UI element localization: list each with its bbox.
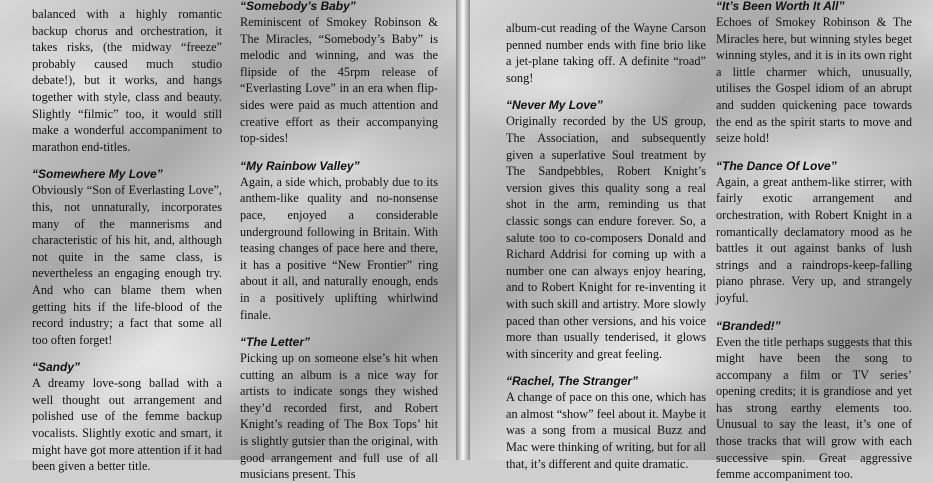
song-title-somewhere-my-love: “Somewhere My Love”	[32, 167, 163, 182]
song-review-my-rainbow-valley: Again, a side which, probably due to its anthem-like quality and no-nonsense pace, enjoyed a considerable underground following in Britain. With teasing changes of pace here and there, it has a positive “New Frontier” ring about it all, and naturally enough, ends in a positively uplifting whirlwind finale.	[240, 174, 438, 322]
song-review-sandy: A dreamy love-song ballad with a well thought out arrangement and polished use of the femme backup vocalists. Slightly exotic and smart, it might have got more attention if it had been given a better title.	[32, 376, 222, 474]
right-column	[716, 0, 912, 483]
song-title-rachel-the-stranger: “Rachel, The Stranger”	[506, 374, 639, 389]
song-title-its-been-worth-it-all: “It’s Been Worth It All”	[716, 0, 845, 13]
song-title-sandy: “Sandy”	[32, 360, 81, 375]
continued-paragraph: album-cut reading of the Wayne Carson penned number ends with fine brio like a jet-plane taking off. A definite “road” song!	[506, 21, 706, 85]
song-review-the-dance-of-love: Again, a great anthem-like stirrer, with fairly exotic arrangement and orchestration, with Robert Knight in a romantically declamatory mood as he battles it out against banks of lush strings and a raindrops-keep-falling piano phrase. Very up, and strangely joyful.	[716, 174, 912, 305]
song-title-the-dance-of-love: “The Dance Of Love”	[716, 158, 837, 173]
song-review-its-been-worth-it-all: Echoes of Smokey Robinson & The Miracles here, but winning styles beget winning styles, and it is in its own right a little charmer which, unusually, utilises the Gospel idiom of an abrupt and sudden quickening pace towards the end as the spirit starts to move and seize hold!	[716, 15, 912, 146]
song-review-rachel-the-stranger: A change of pace on this one, which has an almost “show” feel about it. Maybe it was a song from a musical Buzz and Mac were thinking of writing, but for all that, it’s different and quite dramatic.	[506, 390, 706, 471]
song-review-the-letter: Picking up on someone else’s hit when cutting an album is a nice way for artists to indicate songs they wished they’d recorded first, and Robert Knight’s reading of The Box Tops’ hit is slightly gutsier than the original, with good arrangement and full use of all musicians present. This	[240, 351, 438, 482]
left-column-right-page	[506, 20, 706, 472]
book-gutter	[456, 0, 470, 460]
left-column	[32, 6, 222, 475]
right-column-left-page	[240, 0, 438, 483]
song-review-somebodys-baby: Reminiscent of Smokey Robinson & The Miracles, “Somebody’s Baby” is melodic and winning, and was the flipside of the 45rpm release of “Everlasting Love” in an era when flip-sides were paid as much attention and creative effort as their accompanying top-sides!	[240, 15, 438, 146]
song-title-my-rainbow-valley: “My Rainbow Valley”	[240, 158, 360, 173]
song-title-branded: “Branded!”	[716, 318, 781, 333]
song-review-somewhere-my-love: Obviously “Son of Everlasting Love”, this, not unnaturally, incorporates many of the mannerisms and characteristic of his hit, and, although not quite in the same class, is nevertheless an engaging enough try. And who can blame them when getting hits if the life-blood of the record industry; a fact that some all too often forget!	[32, 183, 222, 347]
song-review-branded: Even the title perhaps suggests that this might have been the song to accompany a film or TV series’ opening credits; it is grandiose and yet has strong earthy elements too. Unusual to say the least, it’s one of those tracks that will grow with each successive spin. Great aggressive femme accompaniment too.	[716, 334, 912, 482]
song-review-never-my-love: Originally recorded by the US group, The Association, and subsequently given a superlative Soul treatment by The Sandpebbles, Robert Knight’s version gives this quality song a real shot in the arm, reminding us that classic songs can endure forever. So, a salute too to co-composers Donald and Richard Addrisi for coming up with a number one can always enjoy hearing, and to Robert Knight for re-inventing it with such skill and artistry. More slowly paced than other versions, and his voice more than usually tenderised, it glows with sincerity and great feeling.	[506, 114, 706, 361]
song-title-the-letter: “The Letter”	[240, 335, 311, 350]
song-title-somebodys-baby: “Somebody’s Baby”	[240, 0, 356, 13]
intro-paragraph: balanced with a highly romantic backup chorus and orchestration, it takes risks, (the midway “freeze” probably caused much studio debate!), but it works, and hangs together with style, class and beauty. Slightly “filmic” too, it would still make a wonderful accompaniment to marathon end-titles.	[32, 7, 222, 154]
song-title-never-my-love: “Never My Love”	[506, 98, 603, 113]
left-page	[0, 0, 456, 482]
right-page	[470, 0, 933, 482]
